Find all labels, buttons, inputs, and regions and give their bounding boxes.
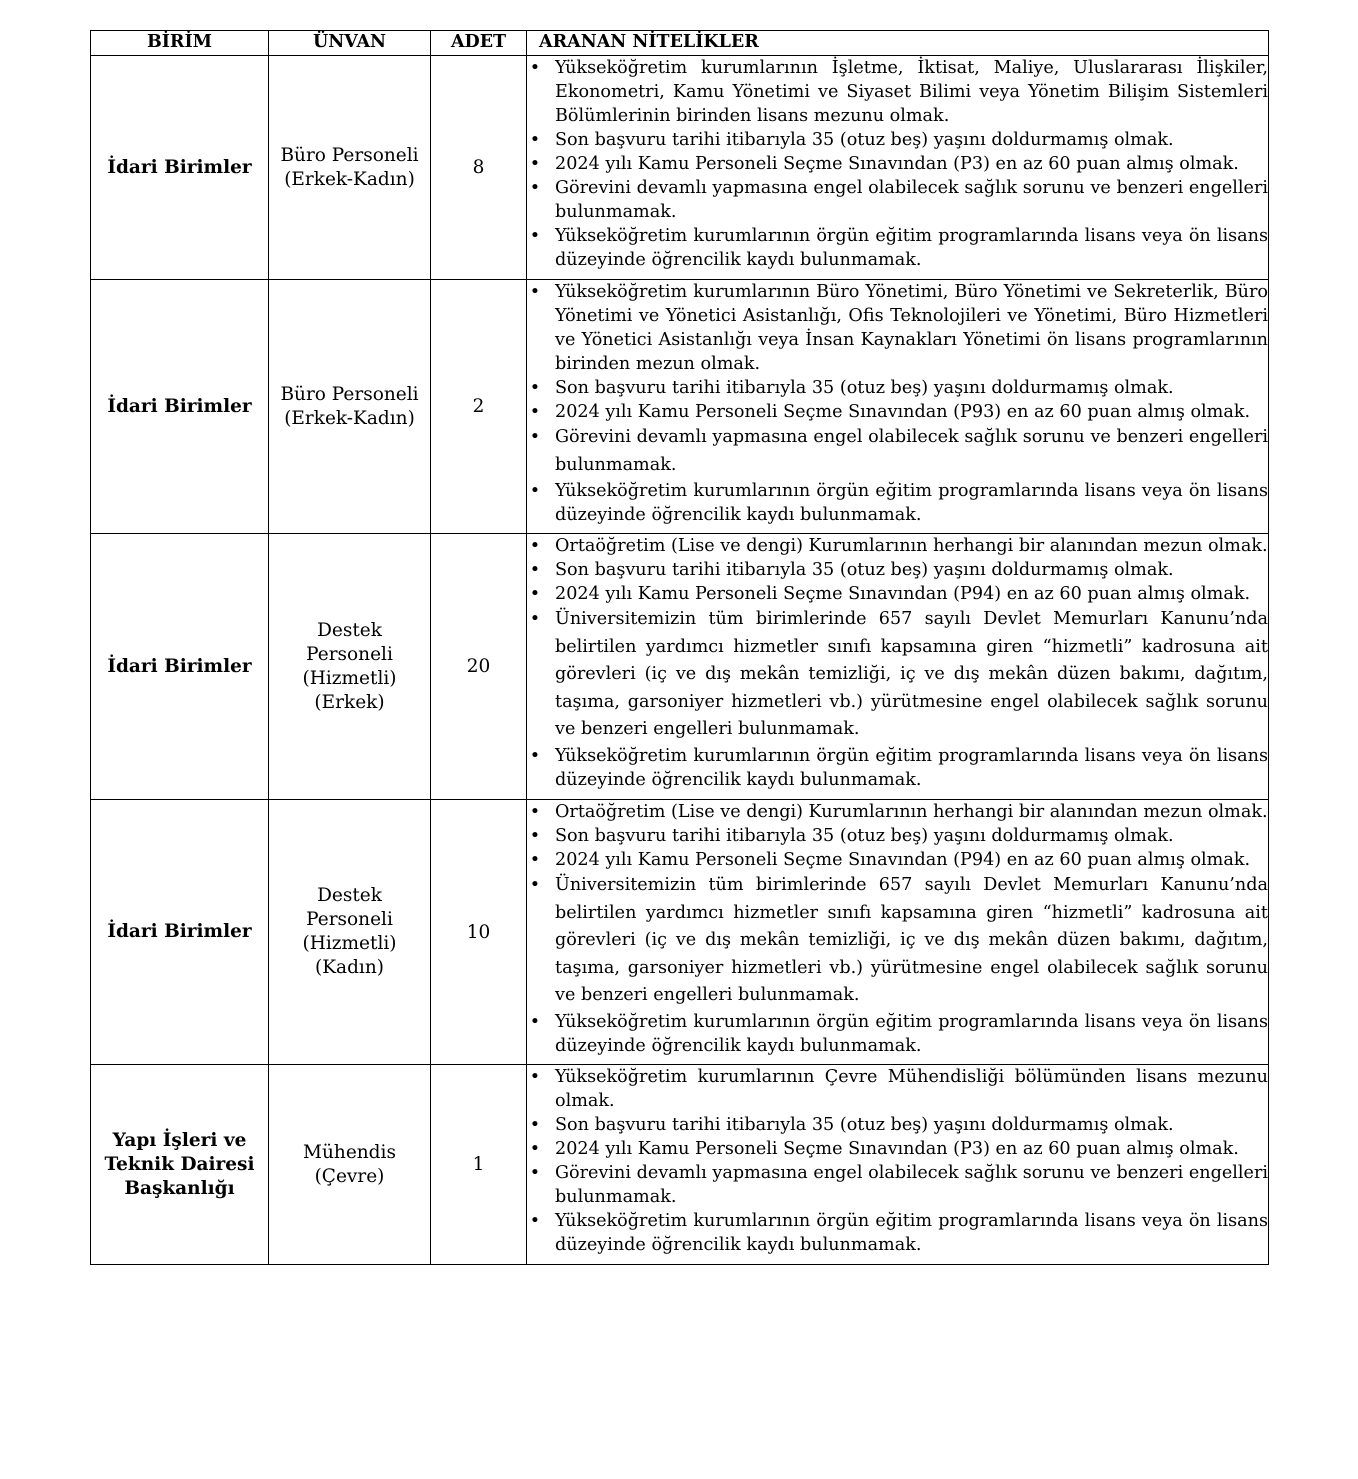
requirement-item [527, 824, 1268, 848]
bullet-icon: • [529, 378, 541, 398]
requirements-cell [527, 1065, 1269, 1265]
title-line: (Erkek) [314, 691, 385, 713]
title-line: Büro Personeli [280, 144, 419, 166]
bullet-icon: • [529, 584, 541, 604]
bullet-icon: • [529, 58, 541, 78]
requirement-item [527, 558, 1268, 582]
header-unit: BİRİM [91, 31, 269, 56]
requirements-cell [527, 56, 1269, 280]
header-requirements: ARANAN NİTELİKLER [527, 31, 1269, 56]
requirement-item [527, 376, 1268, 400]
bullet-icon: • [529, 1163, 541, 1183]
bullet-icon: • [529, 427, 541, 447]
requirements-list [527, 800, 1268, 1058]
title-line: (Hizmetli) [302, 933, 397, 954]
requirement-text: Ortaöğretim (Lise ve dengi) Kurumlarının herhangi bir alanından mezun olmak. [555, 536, 1268, 556]
requirement-item [527, 1161, 1268, 1209]
requirement-item [527, 848, 1268, 872]
table-row [91, 280, 1269, 534]
title-cell [269, 1065, 431, 1265]
title-line: Büro Personeli [280, 383, 419, 405]
requirement-text: Yükseköğretim kurumlarının örgün eğitim programlarında lisans veya ön lisans düzeyinde öğrencilik kaydı bulunmamak. [555, 226, 1268, 270]
requirements-list [527, 534, 1268, 792]
requirement-text: Son başvuru tarihi itibarıyla 35 (otuz beş) yaşını doldurmamış olmak. [555, 1115, 1174, 1135]
requirements-list [527, 280, 1268, 527]
requirement-item [527, 128, 1268, 152]
requirement-text: Yükseköğretim kurumlarının örgün eğitim programlarında lisans veya ön lisans düzeyinde öğrencilik kaydı bulunmamak. [555, 745, 1268, 790]
requirement-text: Son başvuru tarihi itibarıyla 35 (otuz beş) yaşını doldurmamış olmak. [555, 560, 1174, 580]
unit-line: Yapı İşleri ve [112, 1129, 247, 1151]
requirement-text: 2024 yılı Kamu Personeli Seçme Sınavından (P3) en az 60 puan almış olmak. [555, 1139, 1239, 1159]
title-line: (Çevre) [314, 1165, 385, 1187]
count-cell: 20 [431, 534, 527, 800]
requirement-text: Yükseköğretim kurumlarının Büro Yönetimi, Büro Yönetimi ve Sekreterlik, Büro Yönetimi ve Yönetici Asistanlığı, Ofis Teknolojileri ve Yönetimi, Büro Hizmetleri ve Yönetici Asistanlığı veya İnsan Kaynakları Yönetimi ön lisans programlarının birinden mezun olmak. [555, 282, 1268, 374]
requirement-item [527, 424, 1268, 479]
title-line: Mühendis [303, 1141, 396, 1163]
header-title: ÜNVAN [269, 31, 431, 56]
requirement-item [527, 280, 1268, 376]
requirement-text: Yükseköğretim kurumlarının örgün eğitim programlarında lisans veya ön lisans düzeyinde öğrencilik kaydı bulunmamak. [555, 481, 1268, 526]
bullet-icon: • [529, 130, 541, 150]
requirement-item [527, 1113, 1268, 1137]
count-cell: 10 [431, 800, 527, 1065]
table-row [91, 1065, 1269, 1265]
bullet-icon: • [529, 850, 541, 870]
title-line: (Hizmetli) [302, 667, 397, 689]
title-cell [269, 280, 431, 534]
requirements-list [527, 1065, 1268, 1257]
requirement-item [527, 224, 1268, 272]
title-cell [269, 800, 431, 1065]
requirement-text: Yükseköğretim kurumlarının İşletme, İktisat, Maliye, Uluslararası İlişkiler, Ekonometri, Kamu Yönetimi ve Siyaset Bilimi veya Yönetim Bilişim Sistemleri Bölümlerinin birinden lisans mezunu olmak. [555, 58, 1268, 126]
count-cell: 2 [431, 280, 527, 534]
unit-cell: İdari Birimler [91, 534, 269, 800]
requirement-text: Ortaöğretim (Lise ve dengi) Kurumlarının herhangi bir alanından mezun olmak. [555, 802, 1268, 822]
requirement-item [527, 582, 1268, 606]
requirements-cell [527, 280, 1269, 534]
title-line: (Erkek-Kadın) [284, 168, 415, 190]
requirement-item [527, 744, 1268, 792]
requirement-text: Görevini devamlı yapmasına engel olabilecek sağlık sorunu ve benzeri engelleri bulunmamak. [555, 178, 1268, 222]
bullet-icon: • [529, 536, 541, 556]
bullet-icon: • [529, 560, 541, 580]
header-row [91, 31, 1269, 56]
requirement-item [527, 152, 1268, 176]
requirement-item [527, 1209, 1268, 1257]
bullet-icon: • [529, 609, 541, 629]
unit-cell: İdari Birimler [91, 800, 269, 1065]
requirements-cell [527, 534, 1269, 800]
bullet-icon: • [529, 1115, 541, 1135]
table-row [91, 56, 1269, 280]
requirements-cell [527, 800, 1269, 1065]
requirement-text: 2024 yılı Kamu Personeli Seçme Sınavından (P93) en az 60 puan almış olmak. [555, 402, 1251, 422]
requirement-text: 2024 yılı Kamu Personeli Seçme Sınavından (P94) en az 60 puan almış olmak. [555, 584, 1251, 604]
title-line: Destek [317, 885, 382, 906]
bullet-icon: • [529, 826, 541, 846]
unit-cell: İdari Birimler [91, 280, 269, 534]
positions-table [90, 30, 1269, 1265]
bullet-icon: • [529, 1139, 541, 1159]
requirement-text: Görevini devamlı yapmasına engel olabilecek sağlık sorunu ve benzeri engelleri bulunmamak. [555, 1163, 1268, 1207]
title-cell [269, 56, 431, 280]
count-cell: 1 [431, 1065, 527, 1265]
unit-cell [91, 1065, 269, 1265]
table-row [91, 534, 1269, 800]
bullet-icon: • [529, 802, 541, 822]
requirement-item [527, 606, 1268, 744]
requirement-text: Üniversitemizin tüm birimlerinde 657 sayılı Devlet Memurları Kanunu’nda belirtilen yardımcı hizmetler sınıfı kapsamına giren “hizmetli” kadrosuna ait görevleri (iç ve dış mekân temizliği, iç ve dış mekân düzen bakımı, dağıtım, taşıma, garsoniyer hizmetleri vb.) yürütmesine engel olabilecek sağlık sorunu ve benzeri engelleri bulunmamak. [555, 609, 1268, 740]
requirements-list [527, 56, 1268, 272]
requirement-item [527, 872, 1268, 1010]
unit-cell: İdari Birimler [91, 56, 269, 280]
title-line: (Kadın) [315, 957, 384, 978]
requirement-text: Son başvuru tarihi itibarıyla 35 (otuz beş) yaşını doldurmamış olmak. [555, 130, 1174, 150]
requirement-text: Üniversitemizin tüm birimlerinde 657 sayılı Devlet Memurları Kanunu’nda belirtilen yardımcı hizmetler sınıfı kapsamına giren “hizmetli” kadrosuna ait görevleri (iç ve dış mekân temizliği, iç ve dış mekân düzen bakımı, dağıtım, taşıma, garsoniyer hizmetleri vb.) yürütmesine engel olabilecek sağlık sorunu ve benzeri engelleri bulunmamak. [555, 875, 1268, 1006]
header-count: ADET [431, 31, 527, 56]
requirement-text: Yükseköğretim kurumlarının örgün eğitim programlarında lisans veya ön lisans düzeyinde öğrencilik kaydı bulunmamak. [555, 1011, 1268, 1056]
requirement-text: 2024 yılı Kamu Personeli Seçme Sınavından (P94) en az 60 puan almış olmak. [555, 850, 1251, 870]
requirement-item [527, 479, 1268, 527]
bullet-icon: • [529, 402, 541, 422]
count-cell: 8 [431, 56, 527, 280]
title-cell [269, 534, 431, 800]
bullet-icon: • [529, 745, 541, 766]
requirement-item [527, 1137, 1268, 1161]
requirement-text: Görevini devamlı yapmasına engel olabilecek sağlık sorunu ve benzeri engelleri bulunmamak. [555, 427, 1268, 475]
unit-line: Teknik Dairesi [104, 1153, 255, 1175]
requirement-text: Son başvuru tarihi itibarıyla 35 (otuz beş) yaşını doldurmamış olmak. [555, 826, 1174, 846]
requirement-item [527, 400, 1268, 424]
requirement-item [527, 1010, 1268, 1058]
title-line: Personeli [306, 909, 393, 930]
requirement-item [527, 176, 1268, 224]
bullet-icon: • [529, 481, 541, 502]
bullet-icon: • [529, 1011, 541, 1032]
bullet-icon: • [529, 875, 541, 895]
requirement-text: Yükseköğretim kurumlarının örgün eğitim programlarında lisans veya ön lisans düzeyinde öğrencilik kaydı bulunmamak. [555, 1211, 1268, 1255]
requirement-item [527, 800, 1268, 824]
requirement-text: Yükseköğretim kurumlarının Çevre Mühendisliği bölümünden lisans mezunu olmak. [555, 1067, 1268, 1111]
bullet-icon: • [529, 1067, 541, 1087]
title-line: (Erkek-Kadın) [284, 407, 415, 429]
title-line: Destek [317, 619, 382, 641]
requirement-text: 2024 yılı Kamu Personeli Seçme Sınavından (P3) en az 60 puan almış olmak. [555, 154, 1239, 174]
requirement-item [527, 56, 1268, 128]
title-line: Personeli [306, 643, 393, 665]
table-row [91, 800, 1269, 1065]
bullet-icon: • [529, 282, 541, 302]
requirement-item [527, 1065, 1268, 1113]
requirement-item [527, 534, 1268, 558]
bullet-icon: • [529, 226, 541, 246]
bullet-icon: • [529, 154, 541, 174]
requirement-text: Son başvuru tarihi itibarıyla 35 (otuz beş) yaşını doldurmamış olmak. [555, 378, 1174, 398]
bullet-icon: • [529, 178, 541, 198]
unit-line: Başkanlığı [124, 1177, 235, 1199]
bullet-icon: • [529, 1211, 541, 1231]
